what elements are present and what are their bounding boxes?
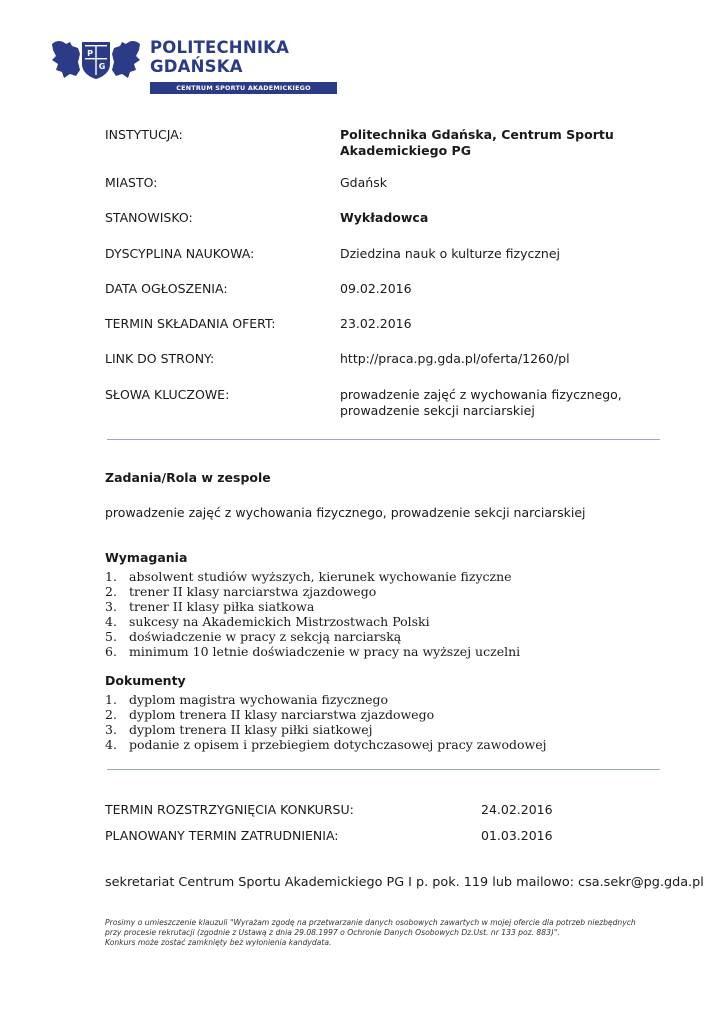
logo-wordmark [150,38,290,76]
list-item: 2. dyplom trenera II klasy narciarstwa zjazdowego [105,707,435,722]
info-label: LINK DO STRONY: [105,351,215,366]
list-item: 3. dyplom trenera II klasy piłki siatkowej [105,722,373,737]
list-item: 1. dyplom magistra wychowania fizycznego [105,692,389,707]
info-value: Wykładowca [340,210,429,225]
list-item: 6. minimum 10 letnie doświadczenie w pracy na wyższej uczelni [105,644,521,659]
info-label: DATA OGŁOSZENIA: [105,281,228,296]
list-item: 2. trener II klasy narciarstwa zjazdowego [105,584,377,599]
list-item: 4. sukcesy na Akademickich Mistrzostwach Polski [105,614,430,629]
list-item: 4. podanie z opisem i przebiegiem dotychczasowej pracy zawodowej [105,737,547,752]
privacy-footnote [105,918,695,948]
divider [107,769,660,770]
footnote-line: Konkurs może zostać zamknięty bez wyłonienia kandydata. [105,938,332,947]
info-label: TERMIN SKŁADANIA OFERT: [105,316,276,331]
logo-subtitle-band: CENTRUM SPORTU AKADEMICKIEGO [150,82,337,94]
term-value: 24.02.2016 [481,802,553,817]
info-value: prowadzenie zajęć z wychowania fizycznego, prowadzenie sekcji narciarskiej [340,387,622,418]
requirements-list [105,569,520,659]
list-item: 5. doświadczenie w pracy z sekcją narciarską [105,629,402,644]
footnote-line: przy procesie rekrutacji (zgodnie z Ustawą z dnia 29.08.1997 o Ochronie Danych Osobowych Dz.Ust. nr 133 poz. 883)". [105,928,560,937]
offer-link[interactable]: http://praca.pg.gda.pl/oferta/1260/pl [340,351,570,366]
documents-list [105,692,547,752]
info-value: Gdańsk [340,175,387,190]
info-label: INSTYTUCJA: [105,127,183,142]
documents-heading: Dokumenty [105,673,186,688]
info-label: STANOWISKO: [105,210,193,225]
requirements-heading: Wymagania [105,550,188,565]
info-label: DYSCYPLINA NAUKOWA: [105,246,255,261]
info-label: SŁOWA KLUCZOWE: [105,387,230,402]
tasks-text: prowadzenie zajęć z wychowania fizycznego, prowadzenie sekcji narciarskiej [105,505,586,520]
griffin-crest-icon [50,36,142,80]
footnote-line: Prosimy o umieszczenie klauzuli "Wyrażam zgodę na przetwarzanie danych osobowych zawartych w mojej ofercie dla potrzeb niezbędnych [105,918,636,927]
term-label: PLANOWANY TERMIN ZATRUDNIENIA: [105,828,339,843]
info-value: Politechnika Gdańska, Centrum Sportu Akademickiego PG [340,127,614,158]
info-value: 23.02.2016 [340,316,412,331]
divider [107,439,660,440]
university-logo [50,36,311,96]
contact-info: sekretariat Centrum Sportu Akademickiego PG I p. pok. 119 lub mailowo: csa.sekr@pg.gda.pl [105,875,704,890]
info-value: 09.02.2016 [340,281,412,296]
info-label: MIASTO: [105,175,158,190]
tasks-heading: Zadania/Rola w zespole [105,470,271,485]
logo-name-line1: POLITECHNIKA [150,38,290,57]
shield-letter-p: P [87,49,93,58]
logo-name-line2: GDAŃSKA [150,57,243,76]
term-value: 01.03.2016 [481,828,553,843]
list-item: 1. absolwent studiów wyższych, kierunek wychowanie fizyczne [105,569,512,584]
shield-letter-g: G [98,62,106,71]
list-item: 3. trener II klasy piłka siatkowa [105,599,315,614]
term-label: TERMIN ROZSTRZYGNIĘCIA KONKURSU: [105,802,354,817]
info-value: Dziedzina nauk o kulturze fizycznej [340,246,561,261]
